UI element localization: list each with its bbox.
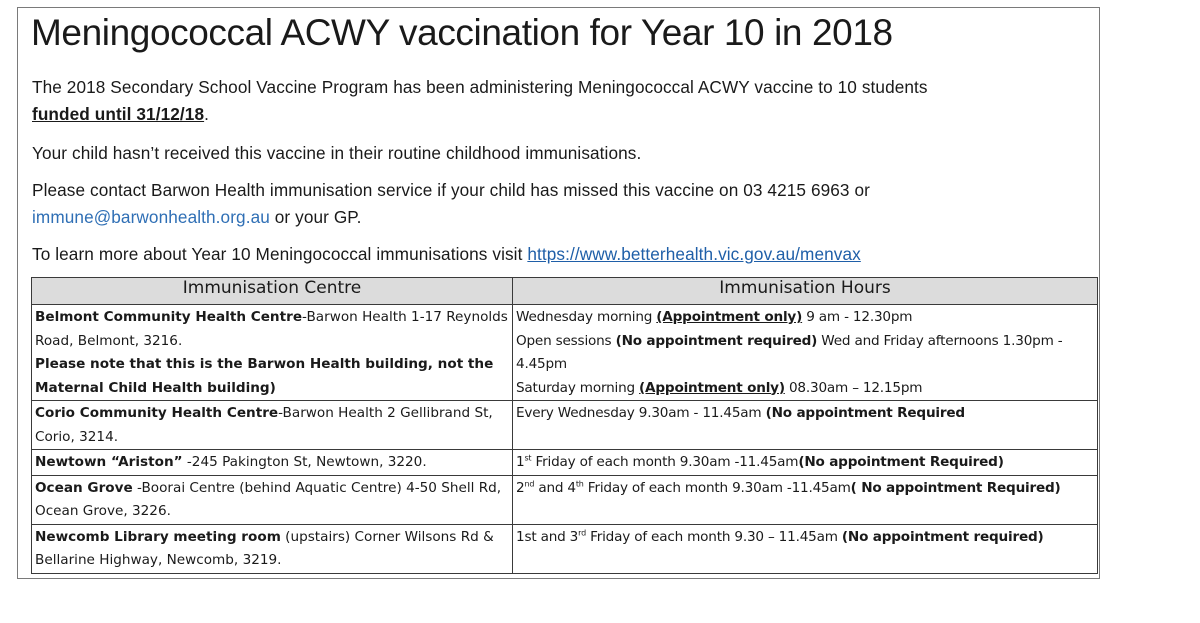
hours-text: Open sessions (516, 332, 616, 349)
hours-time: 9 am - 12.30pm (802, 309, 913, 325)
ordinal: nd (524, 478, 535, 488)
centre-address: -245 Pakington St, Newtown, 3220. (182, 454, 427, 470)
immunisation-table (31, 277, 1098, 574)
funded-until: funded until 31/12/18 (32, 104, 205, 124)
hours-emph: (Appointment only) (656, 309, 803, 325)
table-row (32, 401, 1098, 450)
contact-line: Please contact Barwon Health immunisation service if your child has missed this vaccine on 03 4215 6963 or (32, 180, 870, 200)
ordinal: st (524, 453, 532, 463)
table-row (32, 450, 1098, 476)
hours-cell (513, 475, 1098, 524)
centre-name: Ocean Grove (35, 479, 133, 496)
hours-emph: (No appointment required) (615, 332, 818, 349)
hours-emph: (Appointment only) (639, 379, 785, 396)
hours-line (516, 330, 1094, 377)
hours-text: Friday of each month 9.30 – 11.45am (585, 528, 842, 545)
hours-time: Wed and Friday afternoons 1.30pm - 4.45pm (516, 332, 1063, 372)
hours-cell (513, 524, 1098, 573)
centre-cell (32, 401, 513, 450)
hours-text: Friday of each month 9.30am -11.45am (531, 454, 799, 470)
hours-text: 1 (516, 454, 525, 470)
header-hours: Immunisation Hours (513, 278, 1098, 305)
intro-line-2: Your child hasn’t received this vaccine in their routine childhood immunisations. (32, 143, 642, 163)
hours-emph: (No appointment Required) (798, 454, 1004, 470)
email-tail: or your GP. (269, 207, 362, 227)
centre-address: -Boorai Centre (behind Aquatic Centre) 4-50 Shell Rd, Ocean Grove, 3226. (35, 479, 502, 519)
centre-name: Corio Community Health Centre (35, 405, 279, 421)
menvax-link[interactable]: https://www.betterhealth.vic.gov.au/menvax (527, 244, 861, 264)
centre-name: Newcomb Library meeting room (35, 528, 281, 545)
email-line (32, 207, 362, 228)
centre-note: Please note that this is the Barwon Health building, not the Maternal Child Health building) (35, 356, 494, 396)
learn-more-text: To learn more about Year 10 Meningococcal immunisations visit (32, 244, 528, 264)
hours-text: Friday of each month 9.30am -11.45am (583, 479, 851, 496)
centre-address: -Barwon Health 2 Gellibrand St, Corio, 3214. (35, 405, 493, 445)
table-row (32, 305, 1098, 401)
table-header-row (32, 278, 1098, 305)
centre-name: Newtown “Ariston” (35, 454, 183, 470)
learn-more-line (32, 244, 861, 265)
hours-cell (513, 401, 1098, 450)
page-title: Meningococcal ACWY vaccination for Year 10 in 2018 (31, 12, 893, 53)
funded-tail: . (204, 104, 209, 124)
hours-text: Every Wednesday 9.30am - 11.45am (516, 405, 766, 421)
hours-text: and 4 (534, 479, 576, 496)
email-link[interactable]: immune@barwonhealth.org.au (32, 207, 270, 227)
hours-line (516, 306, 1094, 330)
centre-name: Belmont Community Health Centre (35, 309, 303, 325)
hours-cell (513, 450, 1098, 476)
centre-address: (upstairs) Corner Wilsons Rd & Bellarine Highway, Newcomb, 3219. (35, 528, 494, 568)
hours-cell (513, 305, 1098, 401)
hours-emph: (No appointment required) (841, 528, 1044, 545)
centre-address: -Barwon Health 1-17 Reynolds Road, Belmont, 3216. (35, 309, 508, 349)
table-row (32, 475, 1098, 524)
hours-text: 1st and 3 (516, 528, 579, 545)
centre-cell (32, 305, 513, 401)
hours-text: 2 (516, 479, 525, 496)
hours-text: Saturday morning (516, 379, 640, 396)
ordinal: th (575, 478, 584, 488)
hours-emph: (No appointment Required (765, 405, 965, 421)
centre-cell (32, 475, 513, 524)
hours-text: Wednesday morning (516, 309, 657, 325)
header-centre: Immunisation Centre (32, 278, 513, 305)
intro-line-1: The 2018 Secondary School Vaccine Program has been administering Meningococcal ACWY vaccine to 10 students (32, 77, 928, 97)
hours-line (516, 377, 1094, 401)
hours-time: 08.30am – 12.15pm (784, 379, 923, 396)
centre-cell (32, 524, 513, 573)
centre-cell (32, 450, 513, 476)
ordinal: rd (578, 527, 586, 537)
intro-funded-line (32, 104, 209, 125)
table-row (32, 524, 1098, 573)
hours-emph: ( No appointment Required) (850, 479, 1061, 496)
